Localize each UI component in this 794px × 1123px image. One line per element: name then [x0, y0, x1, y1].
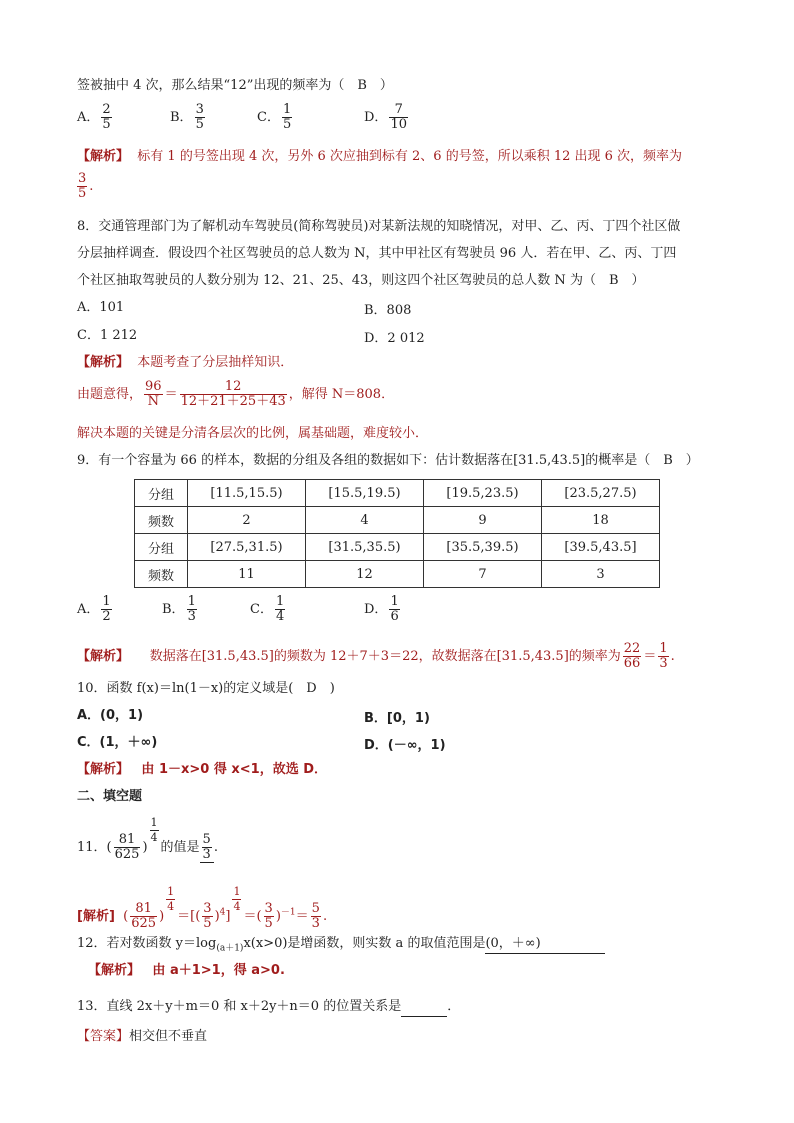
- table-cell: [15.5,19.5): [306, 480, 424, 507]
- analysis-tag: 【解析】: [77, 355, 130, 370]
- analysis-tag: 【解析】: [77, 149, 130, 164]
- q8-analysis-1: 【解析】 本题考查了分层抽样知识．: [77, 355, 294, 370]
- q10-analysis: 【解析】 由 1－x>0 得 x<1，故选 D．: [77, 762, 328, 777]
- table-cell: 9: [424, 507, 542, 534]
- q8-option-b: B．808: [364, 303, 412, 318]
- q12-answer-blank: (0，＋∞): [485, 935, 605, 954]
- q8-line-3: 个社区抽取驾驶员的人数分别为 12、21、25、43，则这四个社区驾驶员的总人数 N 为（ B ）: [77, 273, 645, 288]
- q7-option-b: B． $\frac{3}{5}$: [170, 102, 204, 132]
- q12-analysis: 【解析】 由 a＋1>1，得 a>0.: [88, 963, 285, 978]
- q10-option-d: D．(－∞，1): [364, 738, 446, 753]
- table-cell: 分组: [135, 480, 188, 507]
- table-cell: [19.5,23.5): [424, 480, 542, 507]
- q7-analysis-frac: $\frac{3}{5}$ .: [78, 171, 94, 201]
- q8-line-2: 分层抽样调查．假设四个社区驾驶员的总人数为 N，其中甲社区有驾驶员 96 人．若在甲、乙、丙、丁四: [77, 246, 677, 261]
- analysis-tag: 【解析】: [77, 762, 130, 777]
- q9-option-c: C． $\frac{1}{4}$: [250, 594, 285, 624]
- q9-analysis: 【解析】 数据落在[31.5,43.5]的频数为 12＋7＋3＝22，故数据落在[31.5,43.5]的频率为 $\frac{22}{66}$ ＝ $\frac{1}{3}$ .: [77, 641, 675, 671]
- table-row: [135, 561, 660, 588]
- q9-option-a: A． $\frac{1}{2}$: [77, 594, 111, 624]
- table-cell: [35.5,39.5): [424, 534, 542, 561]
- table-cell: [23.5,27.5): [542, 480, 660, 507]
- table-cell: [31.5,35.5): [306, 534, 424, 561]
- q8-option-a: A．101: [77, 300, 125, 315]
- section-heading: 二、填空题: [77, 789, 143, 804]
- q9-option-d: D． $\frac{1}{6}$: [364, 594, 399, 624]
- table-cell: 4: [306, 507, 424, 534]
- table-cell: [11.5,15.5): [188, 480, 306, 507]
- q9-frequency-table: [134, 479, 660, 588]
- table-cell: 12: [306, 561, 424, 588]
- q8-analysis-3: 解决本题的关键是分清各层次的比例，属基础题，难度较小．: [77, 426, 429, 441]
- table-cell: 18: [542, 507, 660, 534]
- table-cell: 7: [424, 561, 542, 588]
- table-cell: 11: [188, 561, 306, 588]
- table-cell: 3: [542, 561, 660, 588]
- table-row: [135, 534, 660, 561]
- q9-option-b: B． $\frac{1}{3}$: [162, 594, 196, 624]
- analysis-tag: 【解析】: [77, 649, 130, 664]
- q10-option-c: C．(1，＋∞): [77, 735, 158, 750]
- q8-line-1: 8．交通管理部门为了解机动车驾驶员(简称驾驶员)对某新法规的知晓情况，对甲、乙、丙、丁四个社区做: [77, 219, 681, 234]
- q10-option-b: B．[0，1): [364, 711, 430, 726]
- analysis-tag: [解析]: [77, 909, 115, 924]
- q7-option-a: A． $\frac{2}{5}$: [77, 102, 111, 132]
- q13-stem: 13．直线 2x＋y＋m＝0 和 x＋2y＋n＝0 的位置关系是 ．: [77, 998, 460, 1017]
- q7-analysis: 【解析】 标有 1 的号签出现 4 次，另外 6 次应抽到标有 2、6 的号签，所以乘积 12 出现 6 次，频率为: [77, 149, 683, 164]
- q7-stem: 签被抽中 4 次，那么结果“12”出现的频率为（ B ）: [77, 78, 393, 93]
- answer-tag: 【答案】: [77, 1029, 130, 1044]
- q12-stem: 12．若对数函数 $y=\log_{(a+1)}x(x>0)$是增函数，则实数 a 的取值范围是(0，＋∞): [77, 935, 605, 958]
- q10-stem: 10．函数 f(x)＝ln(1－x)的定义域是( D ): [77, 681, 335, 696]
- q11-analysis: [解析] ( $\frac{81}{625}$ ) $\frac{1}{4}$ ＝[( $\frac{3}{5}$ )$^4$] $\frac{1}{4}$ ＝( $\frac{3}{5}$ )$^{-1}$＝ $\frac{5}{3}$ .: [77, 885, 328, 931]
- q8-option-c: C．1 212: [77, 328, 138, 343]
- q10-option-a: A．(0，1): [77, 708, 144, 723]
- table-cell: 分组: [135, 534, 188, 561]
- table-cell: 频数: [135, 561, 188, 588]
- q8-analysis-2: 由题意得， $\frac{96}{N}$ ＝ $\frac{12}{12+21+25+43}$ ，解得 N＝808．: [77, 379, 395, 409]
- table-cell: [27.5,31.5): [188, 534, 306, 561]
- table-cell: [39.5,43.5]: [542, 534, 660, 561]
- table-cell: 2: [188, 507, 306, 534]
- table-cell: 频数: [135, 507, 188, 534]
- q9-stem: 9．有一个容量为 66 的样本，数据的分组及各组的数据如下：估计数据落在[31.5,43.5]的概率是（ B ）: [77, 453, 699, 468]
- q11-stem: 11．( $\frac{81}{625}$ ) $\frac{1}{4}$ 的值是 $\frac{5}{3}$ .: [77, 816, 218, 862]
- table-row: [135, 507, 660, 534]
- q13-answer-blank: [401, 998, 447, 1017]
- q8-option-d: D．2 012: [364, 331, 425, 346]
- table-row: [135, 480, 660, 507]
- q7-option-c: C． $\frac{1}{5}$: [257, 102, 292, 132]
- q13-answer: 【答案】相交但不垂直: [77, 1029, 208, 1044]
- analysis-tag: 【解析】: [88, 963, 141, 978]
- q7-option-d: D． $\frac{7}{10}$: [364, 102, 407, 132]
